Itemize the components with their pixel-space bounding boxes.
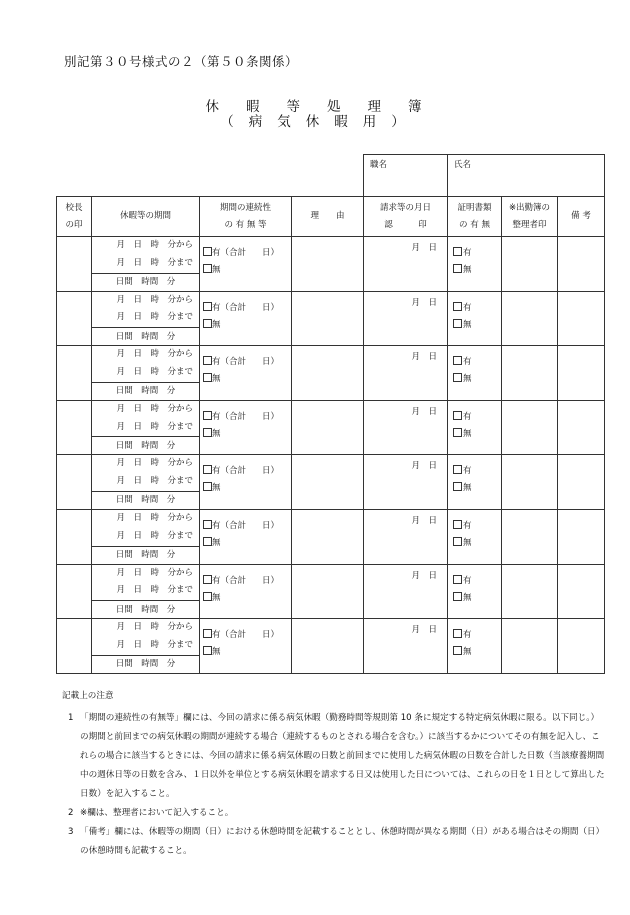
period-cell[interactable]: 月 日 時 分から 月 日 時 分まで bbox=[92, 291, 200, 328]
attendance-seal-cell[interactable] bbox=[502, 455, 558, 510]
checkbox-no[interactable] bbox=[453, 319, 462, 328]
principal-seal-cell[interactable] bbox=[57, 455, 92, 510]
checkbox-no[interactable] bbox=[453, 264, 462, 273]
checkbox-yes[interactable] bbox=[203, 465, 212, 474]
continuity-cell: 有（合計 日） 無 bbox=[200, 455, 292, 510]
period-total-cell[interactable]: 日間 時間 分 bbox=[92, 491, 200, 509]
attendance-seal-cell[interactable] bbox=[502, 619, 558, 674]
checkbox-yes[interactable] bbox=[453, 247, 462, 256]
reason-cell[interactable] bbox=[292, 564, 364, 619]
checkbox-no[interactable] bbox=[453, 482, 462, 491]
col-certificate: 証明書類 の 有 無 bbox=[448, 197, 502, 237]
remarks-cell[interactable] bbox=[558, 237, 605, 292]
notes-title: 記載上の注意 bbox=[62, 691, 114, 701]
attendance-seal-cell[interactable] bbox=[502, 237, 558, 292]
reason-cell[interactable] bbox=[292, 455, 364, 510]
attendance-seal-cell[interactable] bbox=[502, 564, 558, 619]
col-reason: 理 由 bbox=[292, 197, 364, 237]
request-date-cell[interactable]: 月 日 bbox=[364, 291, 448, 346]
checkbox-yes[interactable] bbox=[453, 465, 462, 474]
remarks-cell[interactable] bbox=[558, 509, 605, 564]
continuity-cell: 有（合計 日） 無 bbox=[200, 400, 292, 455]
table-row bbox=[57, 400, 605, 437]
checkbox-yes[interactable] bbox=[203, 411, 212, 420]
certificate-cell: 有 無 bbox=[448, 509, 502, 564]
period-total-cell[interactable]: 日間 時間 分 bbox=[92, 382, 200, 400]
checkbox-no[interactable] bbox=[453, 646, 462, 655]
principal-seal-cell[interactable] bbox=[57, 564, 92, 619]
table-row bbox=[57, 237, 605, 274]
checkbox-yes[interactable] bbox=[203, 356, 212, 365]
period-cell[interactable]: 月 日 時 分から 月 日 時 分まで bbox=[92, 564, 200, 601]
attendance-seal-cell[interactable] bbox=[502, 346, 558, 401]
continuity-cell: 有（合計 日） 無 bbox=[200, 291, 292, 346]
certificate-cell: 有 無 bbox=[448, 455, 502, 510]
col-principal-seal: 校長 の印 bbox=[57, 197, 92, 237]
certificate-cell: 有 無 bbox=[448, 400, 502, 455]
period-total-cell[interactable]: 日間 時間 分 bbox=[92, 601, 200, 619]
period-total-cell[interactable]: 日間 時間 分 bbox=[92, 655, 200, 673]
table-row bbox=[57, 509, 605, 546]
name-field[interactable]: 氏名 bbox=[448, 155, 605, 197]
period-cell[interactable]: 月 日 時 分から 月 日 時 分まで bbox=[92, 619, 200, 656]
continuity-cell: 有（合計 日） 無 bbox=[200, 346, 292, 401]
principal-seal-cell[interactable] bbox=[57, 291, 92, 346]
checkbox-yes[interactable] bbox=[453, 411, 462, 420]
certificate-cell: 有 無 bbox=[448, 564, 502, 619]
remarks-cell[interactable] bbox=[558, 619, 605, 674]
request-date-cell[interactable]: 月 日 bbox=[364, 619, 448, 674]
remarks-cell[interactable] bbox=[558, 400, 605, 455]
remarks-cell[interactable] bbox=[558, 564, 605, 619]
notes-section bbox=[62, 687, 607, 861]
note-item: 1 「期間の連続性の有無等」欄には、今回の請求に係る病気休暇（勤務時間等規則第 10 条に規定する特定病気休暇に限る。以下同じ。）の期間と前回までの病気休暇の期間が連続する場合（連続するものとされる場合を含む。）に該当するかについてその有無を記入し、これらの場合に該当するときには、今回の請求に係る病気休暇の日数と前回までに使用した病気休暇の日数を合計した日数（当該療養期間中の週休日等の日数を含み、１日以外を単位とする病気休暇を請求する日又は使用した日については、これらの日を１日として算出した日数）を記入すること。 bbox=[68, 713, 605, 799]
reason-cell[interactable] bbox=[292, 346, 364, 401]
checkbox-yes[interactable] bbox=[453, 520, 462, 529]
table-header-row bbox=[57, 197, 605, 237]
col-leave-period: 休暇等の期間 bbox=[92, 197, 200, 237]
reason-cell[interactable] bbox=[292, 400, 364, 455]
checkbox-no[interactable] bbox=[203, 319, 212, 328]
remarks-cell[interactable] bbox=[558, 291, 605, 346]
continuity-cell: 有（合計 日） 無 bbox=[200, 564, 292, 619]
position-field[interactable]: 職名 bbox=[364, 155, 448, 197]
col-request-date: 請求等の月日 認 印 bbox=[364, 197, 448, 237]
certificate-cell: 有 無 bbox=[448, 346, 502, 401]
checkbox-no[interactable] bbox=[453, 592, 462, 601]
certificate-cell: 有 無 bbox=[448, 291, 502, 346]
checkbox-no[interactable] bbox=[203, 482, 212, 491]
continuity-cell: 有（合計 日） 無 bbox=[200, 237, 292, 292]
period-cell[interactable]: 月 日 時 分から 月 日 時 分まで bbox=[92, 237, 200, 274]
page-subtitle: （病気休暇用） bbox=[220, 114, 420, 130]
request-date-cell[interactable]: 月 日 bbox=[364, 564, 448, 619]
request-date-cell[interactable]: 月 日 bbox=[364, 346, 448, 401]
attendance-seal-cell[interactable] bbox=[502, 291, 558, 346]
table-row bbox=[57, 346, 605, 383]
checkbox-no[interactable] bbox=[453, 537, 462, 546]
remarks-cell[interactable] bbox=[558, 346, 605, 401]
checkbox-no[interactable] bbox=[453, 373, 462, 382]
table-row bbox=[57, 619, 605, 656]
certificate-cell: 有 無 bbox=[448, 619, 502, 674]
checkbox-no[interactable] bbox=[203, 428, 212, 437]
checkbox-no[interactable] bbox=[453, 428, 462, 437]
checkbox-yes[interactable] bbox=[453, 629, 462, 638]
checkbox-yes[interactable] bbox=[203, 302, 212, 311]
period-total-cell[interactable]: 日間 時間 分 bbox=[92, 273, 200, 291]
col-attendance-seal: ※出勤簿の 整理者印 bbox=[502, 197, 558, 237]
checkbox-no[interactable] bbox=[203, 592, 212, 601]
checkbox-no[interactable] bbox=[203, 537, 212, 546]
table-row bbox=[57, 455, 605, 492]
reason-cell[interactable] bbox=[292, 291, 364, 346]
checkbox-no[interactable] bbox=[203, 264, 212, 273]
request-date-cell[interactable]: 月 日 bbox=[364, 400, 448, 455]
period-total-cell[interactable]: 日間 時間 分 bbox=[92, 546, 200, 564]
period-total-cell[interactable]: 日間 時間 分 bbox=[92, 437, 200, 455]
reason-cell[interactable] bbox=[292, 237, 364, 292]
checkbox-yes[interactable] bbox=[203, 520, 212, 529]
checkbox-no[interactable] bbox=[203, 646, 212, 655]
reason-cell[interactable] bbox=[292, 509, 364, 564]
checkbox-yes[interactable] bbox=[203, 575, 212, 584]
note-item: 3 「備考」欄には、休暇等の期間（日）における休憩時間を記載することとし、休憩時間が異なる期間（日）がある場合はその期間（日）の休憩時間も記載すること。 bbox=[68, 827, 605, 856]
reason-cell[interactable] bbox=[292, 619, 364, 674]
principal-seal-cell[interactable] bbox=[57, 346, 92, 401]
checkbox-yes[interactable] bbox=[453, 575, 462, 584]
principal-seal-cell[interactable] bbox=[57, 509, 92, 564]
period-cell[interactable]: 月 日 時 分から 月 日 時 分まで bbox=[92, 400, 200, 437]
form-label: 別記第３０号様式の２（第５０条関係） bbox=[64, 54, 299, 69]
attendance-seal-cell[interactable] bbox=[502, 400, 558, 455]
principal-seal-cell[interactable] bbox=[57, 619, 92, 674]
checkbox-yes[interactable] bbox=[203, 629, 212, 638]
page-title: 休暇等処理簿 bbox=[205, 99, 449, 115]
request-date-cell[interactable]: 月 日 bbox=[364, 509, 448, 564]
continuity-cell: 有（合計 日） 無 bbox=[200, 619, 292, 674]
checkbox-yes[interactable] bbox=[453, 302, 462, 311]
table-row bbox=[57, 564, 605, 601]
table-row bbox=[57, 291, 605, 328]
leave-ledger-table bbox=[56, 154, 605, 674]
period-cell[interactable]: 月 日 時 分から 月 日 時 分まで bbox=[92, 455, 200, 492]
continuity-cell: 有（合計 日） 無 bbox=[200, 509, 292, 564]
certificate-cell: 有 無 bbox=[448, 237, 502, 292]
note-item: 2 ※欄は、整理者において記入すること。 bbox=[68, 808, 234, 818]
period-total-cell[interactable]: 日間 時間 分 bbox=[92, 328, 200, 346]
checkbox-no[interactable] bbox=[203, 373, 212, 382]
request-date-cell[interactable]: 月 日 bbox=[364, 237, 448, 292]
col-continuity: 期間の連続性 の 有 無 等 bbox=[200, 197, 292, 237]
attendance-seal-cell[interactable] bbox=[502, 509, 558, 564]
col-remarks: 備 考 bbox=[558, 197, 605, 237]
checkbox-yes[interactable] bbox=[453, 356, 462, 365]
principal-seal-cell[interactable] bbox=[57, 237, 92, 292]
period-cell[interactable]: 月 日 時 分から 月 日 時 分まで bbox=[92, 509, 200, 546]
principal-seal-cell[interactable] bbox=[57, 400, 92, 455]
checkbox-yes[interactable] bbox=[203, 247, 212, 256]
request-date-cell[interactable]: 月 日 bbox=[364, 455, 448, 510]
remarks-cell[interactable] bbox=[558, 455, 605, 510]
period-cell[interactable]: 月 日 時 分から 月 日 時 分まで bbox=[92, 346, 200, 383]
